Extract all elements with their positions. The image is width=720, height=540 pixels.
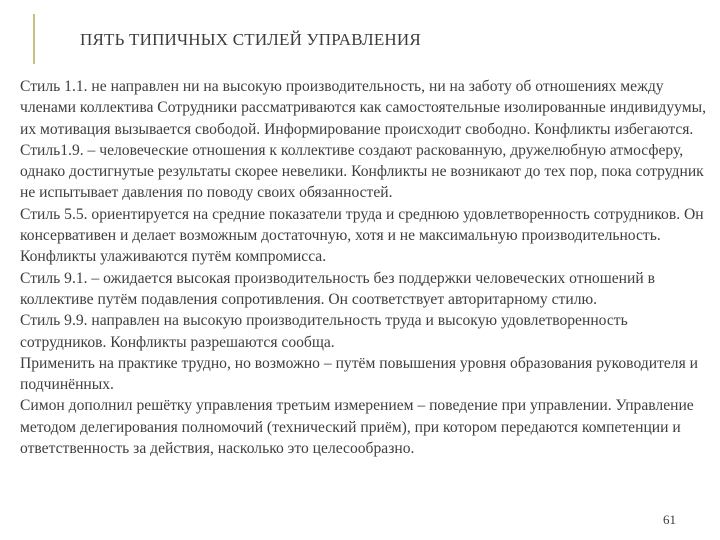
title-accent-line [33,14,35,64]
paragraph-style-1-1: Стиль 1.1. не направлен ни на высокую производительность, ни на заботу об отношениях между членами коллектива Сотрудники рассматриваются как самостоятельные изолированные индивидуумы, их мотивация вызывается свободой. Информирование происходит свободно. Конфликты избегаются. [20,78,706,138]
paragraph-style-5-5: Стиль 5.5. ориентируется на средние показатели труда и среднюю удовлетворенность сотрудников. Он консервативен и делает возможным достаточную, хотя и не максимальную производительность. Конфликты улаживаются путём компромисса. [20,205,704,266]
slide-title: ПЯТЬ ТИПИЧНЫХ СТИЛЕЙ УПРАВЛЕНИЯ [80,30,421,49]
slide-body [20,76,710,459]
paragraph-practice: Применить на практике трудно, но возможно – путём повышения уровня образования руководителя и подчинённых. [20,354,698,394]
paragraph-style-9-9: Стиль 9.9. направлен на высокую производительность труда и высокую удовлетворенность сотрудников. Конфликты разрешаются сообща. [20,312,628,351]
paragraph-simon: Симон дополнил решётку управления третьим измерением – поведение при управлении. Управление методом делегирования полномочий (технический приём), при котором передаются компетенции и ответственность за действия, насколько это целесообразно. [20,397,694,458]
paragraph-style-9-1: Стиль 9.1. – ожидается высокая производительность без поддержки человеческих отношений в коллективе путём подавления сопротивления. Он соответствует авторитарному стилю. [20,269,655,308]
paragraph-style-1-9: Стиль1.9. – человеческие отношения к коллективе создают раскованную, дружелюбную атмосферу, однако достигнутые результаты скорее невелики. Конфликты не возникают до тех пор, пока сотрудник не испытывает давления по поводу своих обязанностей. [20,141,704,202]
page-number: 61 [663,512,676,527]
